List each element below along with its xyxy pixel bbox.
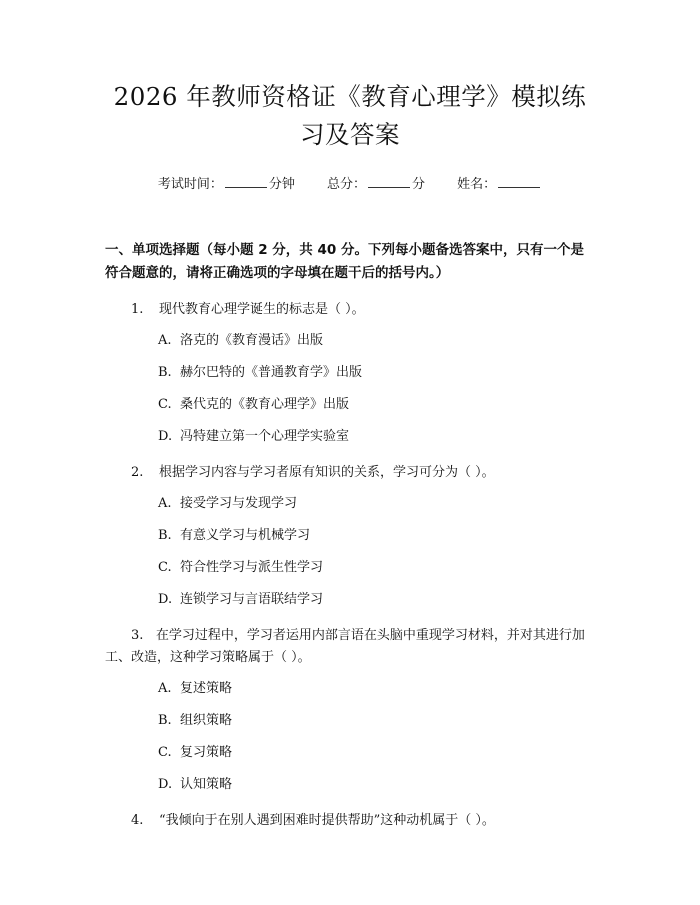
question-text: 现代教育心理学诞生的标志是（ ）。 bbox=[159, 302, 365, 317]
option-letter: B. bbox=[158, 365, 172, 380]
option-d[interactable] bbox=[105, 589, 595, 611]
question-1 bbox=[105, 299, 595, 448]
exam-time-blank[interactable] bbox=[225, 175, 267, 188]
option-a[interactable] bbox=[105, 330, 595, 352]
question-number: 4. bbox=[131, 813, 144, 828]
total-score-blank[interactable] bbox=[368, 175, 410, 188]
option-letter: A. bbox=[158, 333, 172, 348]
option-text: 认知策略 bbox=[180, 777, 233, 792]
total-score-label: 总分： bbox=[326, 177, 366, 192]
total-score-unit: 分 bbox=[412, 177, 426, 192]
option-letter: D. bbox=[158, 429, 173, 444]
exam-time-field bbox=[158, 175, 295, 194]
option-text: 组织策略 bbox=[180, 713, 233, 728]
question-4 bbox=[105, 810, 595, 832]
option-letter: D. bbox=[158, 592, 173, 607]
option-d[interactable] bbox=[105, 774, 595, 796]
option-text: 有意义学习与机械学习 bbox=[180, 528, 311, 543]
option-text: 冯特建立第一个心理学实验室 bbox=[180, 429, 350, 444]
option-letter: D. bbox=[158, 777, 173, 792]
question-text: 在学习过程中，学习者运用内部言语在头脑中重现学习材料，并对其进行加工、改造，这种学习策略属于（ ）。 bbox=[105, 628, 585, 665]
name-label: 姓名： bbox=[457, 177, 497, 192]
question-number: 1. bbox=[131, 302, 144, 317]
document-title: 2026 年教师资格证《教育心理学》模拟练习及答案 bbox=[113, 82, 587, 149]
option-letter: B. bbox=[158, 528, 172, 543]
option-letter: B. bbox=[158, 713, 172, 728]
option-text: 复习策略 bbox=[180, 745, 233, 760]
question-text: “我倾向于在别人遇到困难时提供帮助”这种动机属于（ ）。 bbox=[159, 813, 495, 828]
question-stem bbox=[105, 299, 595, 321]
option-d[interactable] bbox=[105, 426, 595, 448]
option-c[interactable] bbox=[105, 394, 595, 416]
option-text: 复述策略 bbox=[180, 681, 233, 696]
option-letter: C. bbox=[158, 745, 172, 760]
question-2 bbox=[105, 462, 595, 611]
option-text: 符合性学习与派生性学习 bbox=[180, 560, 324, 575]
option-b[interactable] bbox=[105, 710, 595, 732]
option-text: 洛克的《教育漫话》出版 bbox=[180, 333, 324, 348]
option-list bbox=[105, 330, 595, 448]
exam-info bbox=[105, 175, 595, 194]
option-letter: A. bbox=[158, 496, 172, 511]
option-list bbox=[105, 493, 595, 611]
option-letter: C. bbox=[158, 397, 172, 412]
exam-time-label: 考试时间： bbox=[157, 177, 223, 192]
option-c[interactable] bbox=[105, 557, 595, 579]
question-stem bbox=[105, 625, 595, 669]
option-b[interactable] bbox=[105, 525, 595, 547]
option-a[interactable] bbox=[105, 493, 595, 515]
option-letter: C. bbox=[158, 560, 172, 575]
name-blank[interactable] bbox=[498, 175, 540, 188]
name-field bbox=[457, 175, 542, 194]
section-heading: 一、单项选择题（每小题 2 分，共 40 分。下列每小题备选答案中，只有一个是符合题意的，请将正确选项的字母填在题干后的括号内。） bbox=[105, 242, 584, 281]
option-text: 接受学习与发现学习 bbox=[180, 496, 298, 511]
option-a[interactable] bbox=[105, 678, 595, 700]
question-text: 根据学习内容与学习者原有知识的关系，学习可分为（ ）。 bbox=[159, 465, 495, 480]
option-b[interactable] bbox=[105, 362, 595, 384]
question-number: 2. bbox=[131, 465, 144, 480]
question-stem bbox=[105, 810, 595, 832]
option-list bbox=[105, 678, 595, 796]
question-number: 3. bbox=[131, 628, 144, 643]
question-stem bbox=[105, 462, 595, 484]
total-score-field bbox=[327, 175, 425, 194]
exam-time-unit: 分钟 bbox=[268, 177, 295, 192]
option-letter: A. bbox=[158, 681, 172, 696]
question-3 bbox=[105, 625, 595, 796]
option-c[interactable] bbox=[105, 742, 595, 764]
option-text: 赫尔巴特的《普通教育学》出版 bbox=[180, 365, 363, 380]
option-text: 桑代克的《教育心理学》出版 bbox=[180, 397, 350, 412]
option-text: 连锁学习与言语联结学习 bbox=[180, 592, 324, 607]
